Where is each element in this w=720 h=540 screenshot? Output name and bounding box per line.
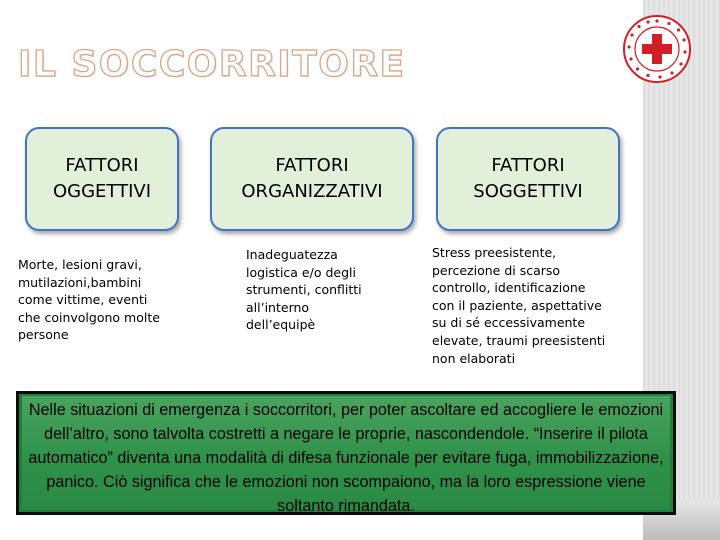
card-title: FATTORI SOGGETTIVI: [473, 155, 583, 202]
card-fattori-soggettivi: [436, 127, 620, 231]
quote-text: Nelle situazioni di emergenza i soccorritori, per poter ascoltare ed accogliere le emozioni dell’altro, sono talvolta costretti a negare le proprie, nascondendole. “Inserire il pilota automatico” diventa una modalità di difesa funzionale per evitare fuga, immobilizzazione, panico. Ciò significa che le emozioni non scompaiono, ma la loro espressione viene soltanto rimandata.: [28, 401, 664, 515]
card-fattori-oggettivi: [25, 127, 179, 231]
description-oggettivi: Morte, lesioni gravi, mutilazioni,bambini come vittime, eventi che coinvolgono molte persone: [18, 257, 160, 343]
description-soggettivi: Stress preesistente, percezione di scarso controllo, identificazione con il paziente, aspettative su di sé eccessivamente elevate, traumi preesistenti non elaborati: [432, 245, 606, 366]
card-title: FATTORI OGGETTIVI: [52, 155, 152, 202]
card-title: FATTORI ORGANIZZATIVI: [241, 155, 383, 202]
red-cross-logo-icon: [622, 14, 692, 84]
red-cross-logo: [622, 14, 692, 84]
card-fattori-organizzativi: [210, 127, 414, 231]
page-title: IL SOCCORRITORE: [18, 44, 406, 85]
description-organizzativi: Inadeguatezza logistica e/o degli strumenti, conflitti all’interno dell’equipè: [246, 247, 362, 333]
